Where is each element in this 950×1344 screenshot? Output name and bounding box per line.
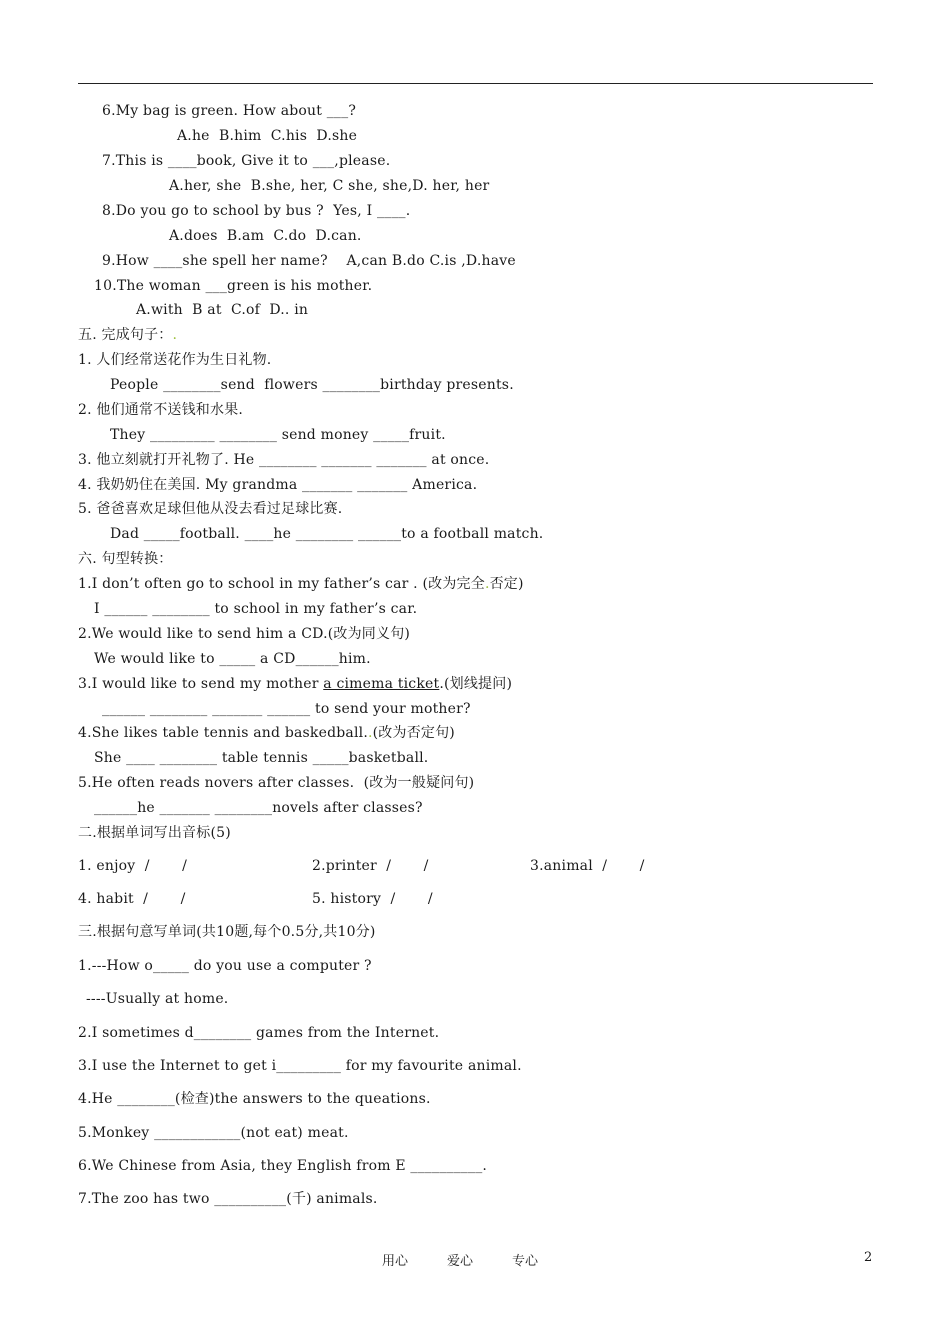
sentence-4: 4. 我奶奶住在美国. My grandma _______ _______ America. <box>78 477 478 493</box>
question-10: 10.The woman ___green is his mother. <box>94 278 373 294</box>
transform-2: 2.We would like to send him a CD.(改为同义句) <box>78 626 411 642</box>
sentence-2-english: They _________ ________ send money _____fruit. <box>110 427 446 443</box>
transform-1-answer: I ______ ________ to school in my father’s car. <box>94 601 418 617</box>
mark-dot: . <box>367 725 373 741</box>
question-6-options: A.he B.him C.his D.she <box>177 128 358 144</box>
phonetic-history: 5. history / / <box>312 891 433 907</box>
header-rule <box>78 83 873 84</box>
phonetic-animal: 3.animal / / <box>530 858 645 874</box>
footer-motto-3: 专心 <box>512 1254 539 1269</box>
word-6: 6.We Chinese from Asia, they English from E __________. <box>78 1158 488 1174</box>
question-7-options: A.her, she B.she, her, C she, she,D. her, her <box>169 178 490 194</box>
word-3: 3.I use the Internet to get i_________ for my favourite animal. <box>78 1058 522 1074</box>
phonetic-enjoy: 1. enjoy / / <box>78 858 188 874</box>
phonetic-habit: 4. habit / / <box>78 891 186 907</box>
question-9: 9.How ____she spell her name? A,can B.do C.is ,D.have <box>102 253 516 269</box>
section-5-heading: 五. 完成句子：. <box>78 327 178 343</box>
question-10-options: A.with B at C.of D.. in <box>136 302 309 318</box>
transform-2-answer: We would like to _____ a CD______him. <box>94 651 371 667</box>
page-number: 2 <box>864 1250 873 1265</box>
mark-dot: . <box>172 327 178 343</box>
sentence-3: 3. 他立刻就打开礼物了. He ________ _______ _______ at once. <box>78 452 490 468</box>
sentence-5-english: Dad _____football. ____he ________ ______to a football match. <box>110 526 544 542</box>
phonetic-printer: 2.printer / / <box>312 858 429 874</box>
section-3-heading: 三.根据句意写单词(共10题,每个0.5分,共10分) <box>78 924 376 940</box>
transform-5: 5.He often reads novers after classes. (改为一般疑问句) <box>78 775 475 791</box>
question-6: 6.My bag is green. How about ___? <box>102 103 357 119</box>
section-2-heading: 二.根据单词写出音标(5) <box>78 825 231 841</box>
word-7: 7.The zoo has two __________(千) animals. <box>78 1191 378 1207</box>
transform-1: 1.I don’t often go to school in my father’s car . (改为完全.否定) <box>78 576 524 592</box>
question-7: 7.This is ____book, Give it to ___,please. <box>102 153 391 169</box>
transform-4: 4.She likes table tennis and baskedball..(改为否定句) <box>78 725 455 741</box>
question-8-options: A.does B.am C.do D.can. <box>169 228 362 244</box>
word-1: 1.---How o_____ do you use a computer ? <box>78 958 372 974</box>
transform-3: 3.I would like to send my mother a cimema ticket.(划线提问) <box>78 676 513 692</box>
word-5: 5.Monkey ____________(not eat) meat. <box>78 1125 349 1141</box>
word-1-answer: ----Usually at home. <box>86 991 229 1007</box>
transform-4-answer: She ____ ________ table tennis _____basketball. <box>94 750 429 766</box>
transform-5-answer: ______he _______ ________novels after classes? <box>94 800 423 816</box>
sentence-1-english: People ________send flowers ________birthday presents. <box>110 377 514 393</box>
mark-dot: . <box>484 576 490 592</box>
underlined-phrase: a cimema ticket <box>323 676 440 692</box>
transform-3-answer: ______ ________ _______ ______ to send your mother? <box>102 701 471 717</box>
sentence-5-chinese: 5. 爸爸喜欢足球但他从没去看过足球比赛. <box>78 501 343 517</box>
sentence-2-chinese: 2. 他们通常不送钱和水果. <box>78 402 244 418</box>
section-6-heading: 六. 句型转换： <box>78 551 173 567</box>
word-4: 4.He ________(检查)the answers to the queations. <box>78 1091 431 1107</box>
footer-motto-2: 爱心 <box>447 1254 474 1269</box>
question-8: 8.Do you go to school by bus ? Yes, I ____. <box>102 203 411 219</box>
footer-motto-1: 用心 <box>382 1254 409 1269</box>
word-2: 2.I sometimes d________ games from the Internet. <box>78 1025 440 1041</box>
sentence-1-chinese: 1. 人们经常送花作为生日礼物. <box>78 352 272 368</box>
